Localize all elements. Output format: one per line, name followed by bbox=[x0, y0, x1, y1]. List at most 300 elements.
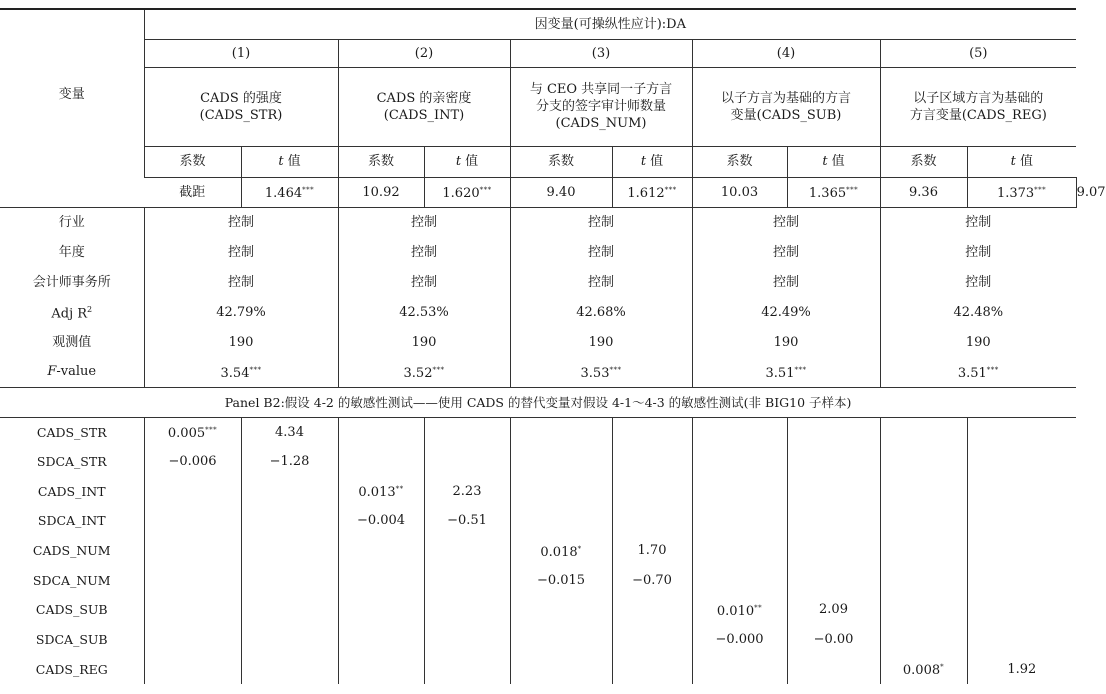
control-value-text: 控制 bbox=[772, 244, 799, 260]
f-value-text: 3.53 bbox=[580, 365, 610, 381]
f-value-label bbox=[0, 357, 144, 387]
panel-b2-row bbox=[0, 417, 1076, 447]
panel-b2-t-1 bbox=[241, 595, 338, 625]
control-value-text: 控制 bbox=[965, 214, 992, 230]
panel-b2-t-2 bbox=[424, 417, 510, 447]
panel-b2-t-value: −0.00 bbox=[813, 632, 854, 648]
panel-b2-coef-5 bbox=[880, 565, 967, 595]
panel-b2-coef-value: −0.015 bbox=[536, 572, 586, 588]
panel-b2-coef-1 bbox=[144, 506, 241, 536]
panel-b2-row bbox=[0, 476, 1076, 506]
adj-r2-superscript: 2 bbox=[87, 305, 93, 315]
intercept-t-value: 9.36 bbox=[909, 184, 938, 200]
panel-b2-coef-1 bbox=[144, 447, 241, 477]
panel-b2-coef-value: −0.006 bbox=[168, 454, 217, 470]
t-header-italic: t bbox=[278, 154, 284, 169]
panel-b2-coef-2 bbox=[338, 506, 424, 536]
panel-b2-coef-3 bbox=[510, 625, 612, 655]
control-value-2 bbox=[338, 237, 510, 267]
t-header-4 bbox=[787, 146, 880, 177]
panel-b2-t-5 bbox=[967, 595, 1076, 625]
dependent-variable-header bbox=[144, 9, 1076, 39]
significance-stars: *** bbox=[846, 186, 859, 194]
panel-b2-variable-text: CADS_STR bbox=[36, 424, 107, 440]
intercept-coef-value: 1.365 bbox=[808, 186, 847, 201]
panel-b2-coef-1 bbox=[144, 655, 241, 685]
panel-b2-coef-3 bbox=[510, 506, 612, 536]
panel-b2-variable-text: CADS_INT bbox=[37, 483, 106, 499]
model-title-4 bbox=[692, 67, 880, 146]
control-value-1 bbox=[144, 267, 338, 297]
f-value-text: 3.54 bbox=[220, 365, 250, 381]
panel-b2-row bbox=[0, 506, 1076, 536]
panel-b2-t-5 bbox=[967, 447, 1076, 477]
control-value-5 bbox=[880, 207, 1076, 237]
variable-header bbox=[0, 9, 144, 207]
panel-b2-coef-1 bbox=[144, 476, 241, 506]
panel-b2-coef-4 bbox=[692, 417, 787, 447]
observations-label bbox=[0, 327, 144, 357]
model-title-5 bbox=[880, 67, 1076, 146]
panel-b2-variable-label bbox=[0, 536, 144, 566]
t-header-suffix: 值 bbox=[283, 154, 301, 169]
panel-b2-coef-3 bbox=[510, 447, 612, 477]
model-number-3: (3) bbox=[510, 39, 692, 67]
adj-r2-label bbox=[0, 297, 144, 327]
control-value-text: 控制 bbox=[227, 274, 254, 290]
panel-b2-coef-4 bbox=[692, 565, 787, 595]
control-label bbox=[0, 267, 144, 297]
coef-header-label: 系数 bbox=[179, 154, 206, 169]
panel-b2-coef-4 bbox=[692, 655, 787, 685]
panel-b2-variable-label bbox=[0, 595, 144, 625]
panel-b2-t-4 bbox=[787, 506, 880, 536]
f-value-label-italic: F bbox=[47, 364, 57, 380]
panel-b2-t-3 bbox=[612, 536, 692, 566]
coef-header-2 bbox=[338, 146, 424, 177]
significance-stars: *** bbox=[609, 365, 622, 374]
significance-stars: *** bbox=[479, 186, 492, 194]
panel-b2-t-1 bbox=[241, 625, 338, 655]
panel-b2-t-2 bbox=[424, 595, 510, 625]
panel-b2-t-5 bbox=[967, 655, 1076, 685]
panel-b2-t-value: −0.70 bbox=[632, 572, 672, 588]
t-header-suffix: 值 bbox=[827, 154, 845, 169]
panel-b2-coef-value: 0.010 bbox=[716, 603, 755, 619]
panel-b2-coef-5 bbox=[880, 417, 967, 447]
panel-b2-t-value: 1.70 bbox=[637, 543, 667, 559]
significance-stars: ** bbox=[395, 485, 404, 494]
f-value-4 bbox=[692, 357, 880, 387]
adj-r2-value-text: 42.49% bbox=[761, 304, 811, 320]
panel-b2-coef-value: 0.018 bbox=[540, 544, 578, 560]
intercept-coef-2 bbox=[424, 177, 510, 207]
panel-b2-coef-3 bbox=[510, 417, 612, 447]
coef-header-label: 系数 bbox=[910, 154, 937, 169]
adj-r2-value-5 bbox=[880, 297, 1076, 327]
panel-b2-t-3 bbox=[612, 506, 692, 536]
panel-b2-t-3 bbox=[612, 655, 692, 685]
observations-value-3 bbox=[510, 327, 692, 357]
panel-b2-t-value: 1.92 bbox=[1007, 661, 1037, 677]
panel-b2-variable-text: CADS_SUB bbox=[35, 602, 108, 618]
panel-b2-t-2 bbox=[424, 565, 510, 595]
control-value-5 bbox=[880, 267, 1076, 297]
intercept-label-text: 截距 bbox=[179, 184, 206, 200]
panel-b2-t-5 bbox=[967, 417, 1076, 447]
coef-header-label: 系数 bbox=[547, 154, 574, 169]
panel-b2-t-value: −1.28 bbox=[269, 454, 310, 470]
observations-value-text: 190 bbox=[588, 334, 614, 350]
model-title-2 bbox=[338, 67, 510, 146]
control-value-1 bbox=[144, 237, 338, 267]
control-value-5 bbox=[880, 237, 1076, 267]
intercept-coef-4 bbox=[787, 177, 880, 207]
panel-b2-t-value: 2.23 bbox=[452, 483, 482, 499]
observations-value-text: 190 bbox=[965, 334, 991, 350]
panel-b2-title-row bbox=[0, 387, 1076, 417]
panel-b2-coef-3 bbox=[510, 536, 612, 566]
panel-b2-variable-text: SDCA_SUB bbox=[35, 632, 108, 648]
coef-header-5 bbox=[880, 146, 967, 177]
control-label bbox=[0, 207, 144, 237]
panel-b2-t-value: 2.09 bbox=[819, 602, 848, 618]
panel-b2-variable-text: SDCA_NUM bbox=[32, 572, 111, 588]
significance-stars: * bbox=[940, 663, 945, 672]
model-title-4-line2: 变量(CADS_SUB) bbox=[730, 107, 842, 123]
adj-r2-label-text: Adj R bbox=[51, 306, 88, 322]
t-header-italic: t bbox=[822, 154, 828, 169]
control-value-text: 控制 bbox=[772, 214, 799, 230]
f-value-2 bbox=[338, 357, 510, 387]
panel-b2-coef-value: −0.004 bbox=[356, 513, 406, 529]
adj-r2-value-text: 42.68% bbox=[576, 304, 626, 320]
intercept-coef-value: 1.620 bbox=[442, 186, 480, 201]
intercept-coef-value: 1.612 bbox=[627, 186, 665, 201]
control-row bbox=[0, 207, 1076, 237]
control-value-text: 控制 bbox=[587, 274, 614, 290]
control-value-text: 控制 bbox=[410, 214, 437, 230]
panel-b2-t-2 bbox=[424, 625, 510, 655]
control-value-2 bbox=[338, 267, 510, 297]
panel-b2-t-5 bbox=[967, 625, 1076, 655]
control-value-4 bbox=[692, 237, 880, 267]
panel-b2-coef-4 bbox=[692, 447, 787, 477]
observations-value-4 bbox=[692, 327, 880, 357]
panel-b2-coef-5 bbox=[880, 595, 967, 625]
control-value-text: 控制 bbox=[965, 274, 992, 290]
t-header-suffix: 值 bbox=[1015, 154, 1033, 169]
coef-header-label: 系数 bbox=[367, 154, 394, 169]
panel-b2-variable-text: CADS_NUM bbox=[32, 543, 111, 559]
intercept-t-value: 10.92 bbox=[362, 184, 400, 200]
significance-stars: *** bbox=[664, 186, 677, 194]
panel-b2-coef-value: 0.013 bbox=[358, 485, 396, 501]
panel-b2-t-4 bbox=[787, 476, 880, 506]
panel-b2-coef-5 bbox=[880, 506, 967, 536]
panel-b2-t-5 bbox=[967, 536, 1076, 566]
control-value-text: 控制 bbox=[410, 274, 437, 290]
panel-b2-variable-label bbox=[0, 565, 144, 595]
panel-b2-coef-1 bbox=[144, 595, 241, 625]
adj-r2-value-text: 42.48% bbox=[953, 304, 1004, 320]
panel-b2-coef-4 bbox=[692, 536, 787, 566]
panel-b2-coef-1 bbox=[144, 625, 241, 655]
panel-b2-title bbox=[0, 387, 1076, 417]
panel-b2-coef-5 bbox=[880, 447, 967, 477]
adj-r2-value-text: 42.53% bbox=[399, 304, 449, 320]
coef-header-4 bbox=[692, 146, 787, 177]
t-header-italic: t bbox=[1010, 154, 1016, 169]
panel-b2-coef-2 bbox=[338, 595, 424, 625]
control-value-1 bbox=[144, 207, 338, 237]
t-header-italic: t bbox=[640, 154, 647, 169]
panel-b2-t-5 bbox=[967, 506, 1076, 536]
coef-header-label: 系数 bbox=[726, 154, 753, 169]
observations-value-1 bbox=[144, 327, 338, 357]
model-title-3-line3: (CADS_NUM) bbox=[555, 116, 647, 131]
control-value-text: 控制 bbox=[227, 214, 254, 230]
significance-stars: * bbox=[577, 544, 582, 553]
panel-b2-t-2 bbox=[424, 447, 510, 477]
panel-b2-t-1 bbox=[241, 655, 338, 685]
panel-b2-coef-2 bbox=[338, 476, 424, 506]
t-header-1 bbox=[241, 146, 338, 177]
control-label-text: 行业 bbox=[58, 214, 85, 230]
regression-table bbox=[0, 8, 1106, 684]
intercept-coef-5 bbox=[967, 177, 1076, 207]
panel-b2-t-value: 4.34 bbox=[275, 424, 304, 440]
panel-b2-t-3 bbox=[612, 625, 692, 655]
panel-b2-coef-5 bbox=[880, 655, 967, 685]
panel-b2-variable-label bbox=[0, 506, 144, 536]
control-value-4 bbox=[692, 267, 880, 297]
coef-header-1 bbox=[144, 146, 241, 177]
f-value-row bbox=[0, 357, 1076, 387]
model-title-3-line2: 分支的签字审计师数量 bbox=[535, 99, 666, 114]
panel-b2-title-text: Panel B2:假设 4-2 的敏感性测试——使用 CADS 的替代变量对假设 4-1～4-3 的敏感性测试(非 BIG10 子样本) bbox=[224, 394, 852, 410]
panel-b2-coef-4 bbox=[692, 625, 787, 655]
observations-value-text: 190 bbox=[773, 334, 799, 350]
panel-b2-coef-2 bbox=[338, 417, 424, 447]
panel-b2-t-1 bbox=[241, 476, 338, 506]
panel-b2-coef-1 bbox=[144, 536, 241, 566]
panel-b2-coef-3 bbox=[510, 595, 612, 625]
panel-b2-t-4 bbox=[787, 447, 880, 477]
panel-b2-coef-1 bbox=[144, 417, 241, 447]
model-title-5-line1: 以子区域方言为基础的 bbox=[913, 90, 1044, 106]
panel-b2-coef-4 bbox=[692, 476, 787, 506]
panel-b2-t-2 bbox=[424, 536, 510, 566]
dependent-variable-label: 因变量(可操纵性应计):DA bbox=[534, 16, 686, 32]
f-value-1 bbox=[144, 357, 338, 387]
panel-b2-t-3 bbox=[612, 565, 692, 595]
f-value-label-rest: -value bbox=[56, 364, 97, 380]
adj-r2-value-4 bbox=[692, 297, 880, 327]
control-value-3 bbox=[510, 267, 692, 297]
model-title-2-line1: CADS 的亲密度 bbox=[376, 90, 472, 106]
panel-b2-t-3 bbox=[612, 417, 692, 447]
panel-b2-t-1 bbox=[241, 506, 338, 536]
model-title-1-line1: CADS 的强度 bbox=[200, 90, 282, 106]
panel-b2-variable-text: SDCA_STR bbox=[36, 454, 107, 470]
model-number-5: (5) bbox=[880, 39, 1076, 67]
panel-b2-variable-label bbox=[0, 625, 144, 655]
control-value-text: 控制 bbox=[227, 244, 254, 260]
adj-r2-value-3 bbox=[510, 297, 692, 327]
panel-b2-coef-2 bbox=[338, 565, 424, 595]
significance-stars: *** bbox=[205, 426, 218, 435]
observations-value-5 bbox=[880, 327, 1076, 357]
model-title-1 bbox=[144, 67, 338, 146]
observations-value-text: 190 bbox=[228, 334, 254, 350]
panel-b2-coef-1 bbox=[144, 565, 241, 595]
intercept-t-value: 9.40 bbox=[546, 184, 576, 200]
significance-stars: *** bbox=[986, 365, 999, 374]
adj-r2-value-2 bbox=[338, 297, 510, 327]
panel-b2-t-1 bbox=[241, 447, 338, 477]
panel-b2-coef-value: 0.005 bbox=[167, 426, 206, 442]
panel-b2-t-2 bbox=[424, 506, 510, 536]
intercept-label bbox=[144, 177, 241, 207]
significance-stars: *** bbox=[249, 365, 262, 374]
intercept-t-4 bbox=[880, 177, 967, 207]
panel-b2-t-2 bbox=[424, 476, 510, 506]
control-row bbox=[0, 267, 1076, 297]
adj-r2-row bbox=[0, 297, 1076, 327]
panel-b2-t-4 bbox=[787, 655, 880, 685]
intercept-t-3 bbox=[692, 177, 787, 207]
panel-b2-t-value: −0.51 bbox=[447, 513, 487, 529]
panel-b2-variable-label bbox=[0, 655, 144, 685]
f-value-text: 3.51 bbox=[957, 365, 987, 381]
panel-b2-t-4 bbox=[787, 565, 880, 595]
control-value-4 bbox=[692, 207, 880, 237]
panel-b2-row bbox=[0, 565, 1076, 595]
observations-value-2 bbox=[338, 327, 510, 357]
panel-b2-t-1 bbox=[241, 417, 338, 447]
panel-b2-t-5 bbox=[967, 565, 1076, 595]
f-value-text: 3.51 bbox=[765, 365, 795, 381]
panel-b2-t-3 bbox=[612, 476, 692, 506]
control-label bbox=[0, 237, 144, 267]
model-title-2-line2: (CADS_INT) bbox=[383, 107, 465, 123]
significance-stars: *** bbox=[302, 186, 315, 194]
panel-b2-coef-3 bbox=[510, 565, 612, 595]
panel-b2-coef-value: 0.008 bbox=[902, 663, 941, 679]
panel-b2-coef-value: −0.000 bbox=[715, 632, 764, 648]
significance-stars: *** bbox=[1034, 186, 1047, 194]
panel-b2-coef-3 bbox=[510, 476, 612, 506]
panel-b2-coef-5 bbox=[880, 476, 967, 506]
intercept-coef-1 bbox=[241, 177, 338, 207]
t-header-3 bbox=[612, 146, 692, 177]
panel-b2-t-4 bbox=[787, 595, 880, 625]
panel-b2-coef-5 bbox=[880, 625, 967, 655]
panel-b2-variable-text: CADS_REG bbox=[35, 661, 108, 677]
control-value-3 bbox=[510, 237, 692, 267]
control-value-text: 控制 bbox=[587, 214, 614, 230]
control-label-text: 年度 bbox=[58, 244, 85, 260]
t-header-2 bbox=[424, 146, 510, 177]
panel-b2-variable-label bbox=[0, 476, 144, 506]
t-header-italic: t bbox=[455, 154, 462, 169]
intercept-coef-value: 1.373 bbox=[996, 186, 1035, 201]
f-value-text: 3.52 bbox=[403, 365, 433, 381]
t-header-5 bbox=[967, 146, 1076, 177]
panel-b2-row bbox=[0, 625, 1076, 655]
model-number-2: (2) bbox=[338, 39, 510, 67]
control-label-text: 会计师事务所 bbox=[32, 274, 111, 290]
panel-b2-t-4 bbox=[787, 625, 880, 655]
significance-stars: ** bbox=[754, 603, 763, 612]
model-title-3-line1: 与 CEO 共享同一子方言 bbox=[529, 82, 673, 97]
intercept-coef-value: 1.464 bbox=[264, 186, 303, 201]
intercept-t-value: 9.07 bbox=[1076, 184, 1106, 200]
significance-stars: *** bbox=[432, 365, 445, 374]
intercept-t-2 bbox=[510, 177, 612, 207]
observations-row bbox=[0, 327, 1076, 357]
panel-b2-row bbox=[0, 655, 1076, 685]
control-value-3 bbox=[510, 207, 692, 237]
model-number-1: (1) bbox=[144, 39, 338, 67]
model-number-4: (4) bbox=[692, 39, 880, 67]
t-header-suffix: 值 bbox=[646, 154, 664, 169]
significance-stars: *** bbox=[794, 365, 807, 374]
panel-b2-coef-2 bbox=[338, 655, 424, 685]
panel-b2-t-3 bbox=[612, 595, 692, 625]
control-value-text: 控制 bbox=[965, 244, 992, 260]
control-value-2 bbox=[338, 207, 510, 237]
observations-value-text: 190 bbox=[411, 334, 437, 350]
panel-b2-variable-text: SDCA_INT bbox=[37, 513, 106, 529]
panel-b2-coef-5 bbox=[880, 536, 967, 566]
model-title-4-line1: 以子方言为基础的方言 bbox=[720, 90, 851, 106]
panel-b2-t-4 bbox=[787, 417, 880, 447]
observations-label-text: 观测值 bbox=[52, 334, 92, 350]
f-value-3 bbox=[510, 357, 692, 387]
panel-b2-t-1 bbox=[241, 565, 338, 595]
panel-b2-t-1 bbox=[241, 536, 338, 566]
variable-header-label: 变量 bbox=[58, 87, 85, 102]
control-row bbox=[0, 237, 1076, 267]
f-value-5 bbox=[880, 357, 1076, 387]
panel-b2-t-5 bbox=[967, 476, 1076, 506]
model-title-1-line2: (CADS_STR) bbox=[199, 107, 283, 123]
adj-r2-value-text: 42.79% bbox=[216, 304, 266, 320]
panel-b2-variable-label bbox=[0, 447, 144, 477]
panel-b2-row bbox=[0, 536, 1076, 566]
panel-b2-row bbox=[0, 447, 1076, 477]
model-title-3 bbox=[510, 67, 692, 146]
intercept-t-value: 10.03 bbox=[720, 184, 759, 200]
control-value-text: 控制 bbox=[772, 274, 799, 290]
control-value-text: 控制 bbox=[587, 244, 614, 260]
model-title-5-line2: 方言变量(CADS_REG) bbox=[909, 107, 1047, 123]
panel-b2-coef-4 bbox=[692, 595, 787, 625]
panel-b2-t-3 bbox=[612, 447, 692, 477]
panel-b2-t-2 bbox=[424, 655, 510, 685]
panel-b2-coef-2 bbox=[338, 536, 424, 566]
panel-b2-t-4 bbox=[787, 536, 880, 566]
panel-b2-variable-label bbox=[0, 417, 144, 447]
panel-b2-coef-4 bbox=[692, 506, 787, 536]
adj-r2-value-1 bbox=[144, 297, 338, 327]
control-value-text: 控制 bbox=[410, 244, 437, 260]
panel-b2-coef-2 bbox=[338, 625, 424, 655]
panel-b2-coef-3 bbox=[510, 655, 612, 685]
coef-header-3 bbox=[510, 146, 612, 177]
